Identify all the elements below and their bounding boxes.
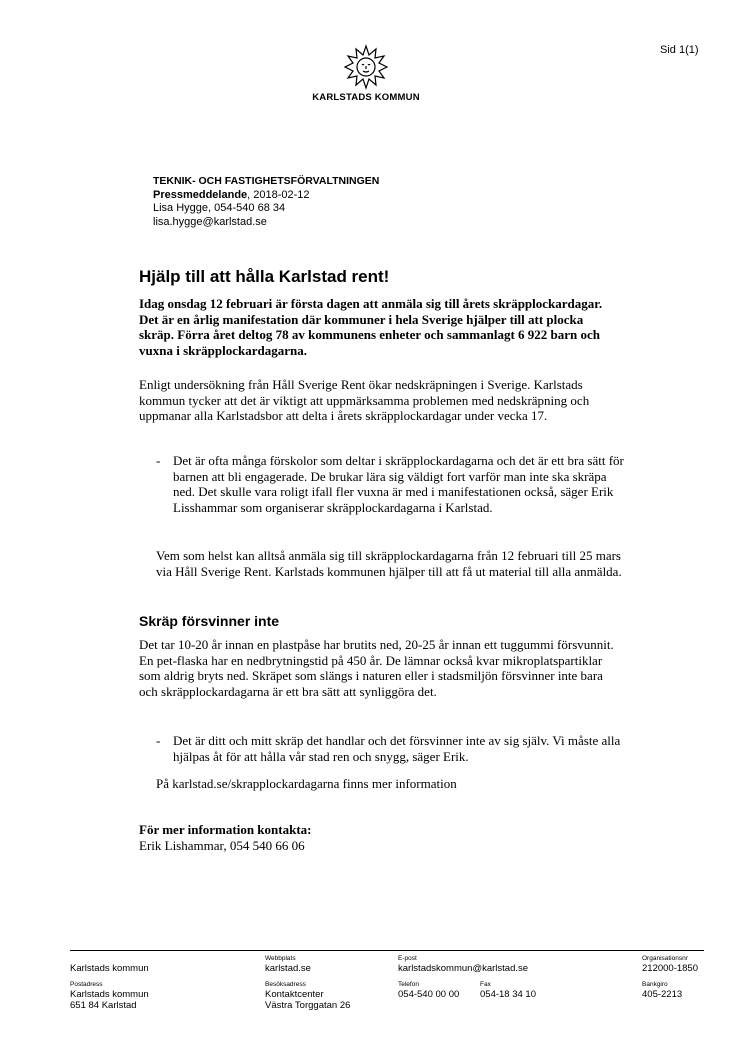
contact-name: Lisa Hygge, 054-540 68 34 [153,202,286,214]
footer-orgnr [642,955,698,974]
footer-visit-label: Besöksadress [265,981,306,988]
footer-postal-line1: Karlstads kommun [70,989,149,1000]
footer-fax-value: 054-18 34 10 [480,989,536,1000]
footer-orgnr-label: Organisationsnr [642,955,688,962]
footer-phone-label: Telefon [398,981,419,988]
subheading: Skräp försvinner inte [139,613,280,629]
footer-visit [265,981,350,1011]
karlstad-logo [300,44,432,103]
body-paragraph-1: Enligt undersökning från Håll Sverige Rent ökar nedskräpningen i Sverige. Karlstads kommun tycker att det är viktigt att uppmärksamma problemen med nedskräpning och uppmanar alla Karlstadsbor att delta i årets skräpplockardagar under vecka 17. [139,377,590,423]
department-name: TEKNIK- OCH FASTIGHETSFÖRVALTNINGEN [153,175,380,187]
press-date: , 2018-02-12 [247,188,310,201]
quote-text-2: Det är ditt och mitt skräp det handlar och det försvinner inte av sig själv. Vi måste alla hjälpas åt för att hålla vår stad ren och snygg, säger Erik. [173,733,621,764]
body-paragraph-2: Vem som helst kan alltså anmäla sig till skräpplockardagarna från 12 februari till 25 mars via Håll Sverige Rent. Karlstads kommunen hjälper till att få ut material till alla anmälda. [156,548,622,579]
footer-phone [398,981,459,1000]
contact-line: Erik Lishammar, 054 540 66 06 [139,837,305,853]
footer-orgnr-value: 212000-1850 [642,963,698,974]
bullet-dash: - [156,733,161,748]
quote-bullet-1 [156,453,626,515]
headline: Hjälp till att hålla Karlstad rent! [139,267,390,286]
footer-fax [480,981,536,1000]
footer-bankgiro [642,981,682,1000]
footer-org-name: Karlstads kommun [70,963,149,974]
footer-phone-value: 054-540 00 00 [398,989,460,1000]
press-type: Pressmeddelande [153,188,248,201]
logo-text: KARLSTADS KOMMUN [312,92,420,103]
footer-email-label: E-post [398,955,417,962]
footer-postal-label: Postadress [70,981,103,988]
footer-visit-line1: Kontaktcenter [265,989,324,1000]
footer-postal [70,981,149,1011]
press-header [153,175,379,229]
body-paragraph-4: På karlstad.se/skrapplockardagarna finns mer information [156,776,457,791]
page-number: Sid 1(1) [660,44,699,56]
bullet-dash: - [156,453,161,468]
footer-bankgiro-value: 405-2213 [642,989,683,1000]
body-paragraph-3: Det tar 10-20 år innan en plastpåse har brutits ned, 20-25 år innan ett tuggummi försvunnit. En pet-flaska har en nedbrytningstid på 450 år. De lämnar också kvar mikroplatspartiklar som aldrig bryts ned. Skräpet som slängs i naturen eller i stadsmiljön försvinner inte bara och skräpplockardagarna är ett bra sätt att synliggöra det. [139,637,614,699]
footer-email [398,955,528,974]
lead-paragraph: Idag onsdag 12 februari är första dagen att anmäla sig till årets skräpplockardagar. Det är en årlig manifestation där kommuner i hela Sverige hjälper till att plocka skräp. Förra året deltog 78 av kommunens enheter och sammanlagt 6 922 barn och vuxna i skräpplockardagarna. [139,296,603,358]
contact-heading: För mer information kontakta: [139,822,312,837]
quote-bullet-2 [156,733,626,764]
footer-web-label: Webbplats [265,955,296,962]
contact-email: lisa.hygge@karlstad.se [153,215,267,228]
footer-bankgiro-label: Bankgiro [642,981,668,988]
footer-email-value: karlstadskommun@karlstad.se [398,963,529,974]
sun-logo-icon [343,44,389,90]
contact-block [139,822,311,853]
footer-web-value: karlstad.se [265,963,311,974]
footer-fax-label: Fax [480,981,491,988]
footer-postal-line2: 651 84 Karlstad [70,1000,137,1011]
footer-visit-line2: Västra Torggatan 26 [265,1000,351,1011]
footer-web [265,955,311,974]
quote-text-1: Det är ofta många förskolor som deltar i skräpplockardagarna och det är ett bra sätt för barnen att bli engagerade. De brukar lära sig väldigt fort varför man inte ska skräpa ned. Det skulle vara roligt ifall fler vuxna är med i manifestationen också, säger Erik Lisshammar som organiserar skräpplockardagarna i Karlstad. [173,453,624,515]
press-type-line [153,189,379,203]
footer-divider [70,950,704,951]
footer-org [70,955,149,974]
